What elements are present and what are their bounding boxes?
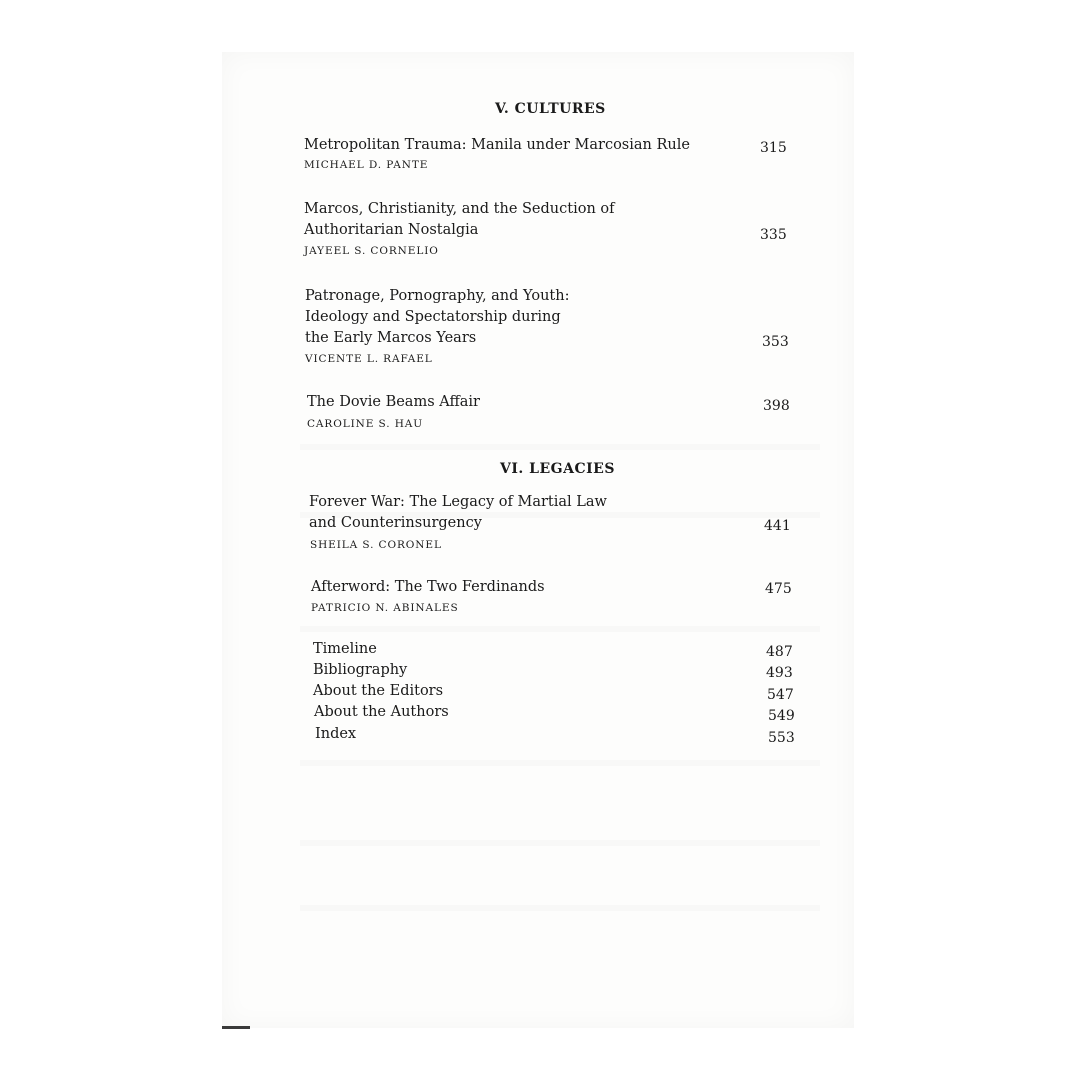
back-matter-item: About the Authors (314, 704, 449, 720)
toc-entry-author: PATRICIO N. ABINALES (311, 602, 459, 614)
back-matter-page: 487 (766, 644, 793, 660)
show-through-line (300, 444, 820, 450)
title-line: the Early Marcos Years (305, 330, 477, 346)
toc-entry-title (305, 286, 569, 349)
toc-entry-author: SHEILA S. CORONEL (310, 539, 442, 551)
toc-entry-page: 441 (764, 518, 791, 534)
title-line: Metropolitan Trauma: Manila under Marcosian Rule (304, 137, 690, 153)
back-matter-page: 493 (766, 665, 793, 681)
title-line: The Dovie Beams Affair (307, 394, 480, 410)
title-line: Authoritarian Nostalgia (304, 222, 479, 238)
page-edge-shadow (222, 1026, 250, 1029)
toc-entry-page: 475 (765, 581, 792, 597)
toc-entry-author: JAYEEL S. CORNELIO (304, 245, 439, 257)
toc-entry-title (311, 577, 545, 598)
title-line: and Counterinsurgency (309, 515, 482, 531)
back-matter-item: About the Editors (313, 683, 444, 699)
back-matter-item: Index (315, 726, 357, 742)
toc-entry-page: 315 (760, 140, 787, 156)
title-line: Afterword: The Two Ferdinands (311, 579, 545, 595)
section-heading-cultures: V. CULTURES (495, 101, 606, 117)
toc-entry-title (304, 135, 690, 156)
toc-entry-title (309, 492, 607, 534)
toc-entry-author: MICHAEL D. PANTE (304, 159, 429, 171)
toc-entry-author: VICENTE L. RAFAEL (305, 353, 433, 365)
back-matter-page: 547 (767, 687, 794, 703)
title-line: Ideology and Spectatorship during (305, 309, 561, 325)
show-through-line (300, 760, 820, 766)
title-line: Forever War: The Legacy of Martial Law (309, 494, 607, 510)
toc-entry-page: 335 (760, 227, 787, 243)
toc-entry-author: CAROLINE S. HAU (307, 418, 424, 430)
title-line: Marcos, Christianity, and the Seduction of (304, 201, 615, 217)
show-through-line (300, 626, 820, 632)
toc-entry-page: 398 (763, 398, 790, 414)
back-matter-item: Timeline (313, 641, 377, 657)
section-heading-legacies: VI. LEGACIES (500, 461, 615, 477)
back-matter-item: Bibliography (313, 662, 408, 678)
toc-entry-title (307, 392, 480, 413)
title-line: Patronage, Pornography, and Youth: (305, 288, 570, 304)
show-through-line (300, 840, 820, 846)
back-matter-page: 553 (768, 730, 795, 746)
back-matter-page: 549 (768, 708, 795, 724)
show-through-line (300, 905, 820, 911)
toc-entry-page: 353 (762, 334, 789, 350)
toc-entry-title (304, 199, 615, 241)
